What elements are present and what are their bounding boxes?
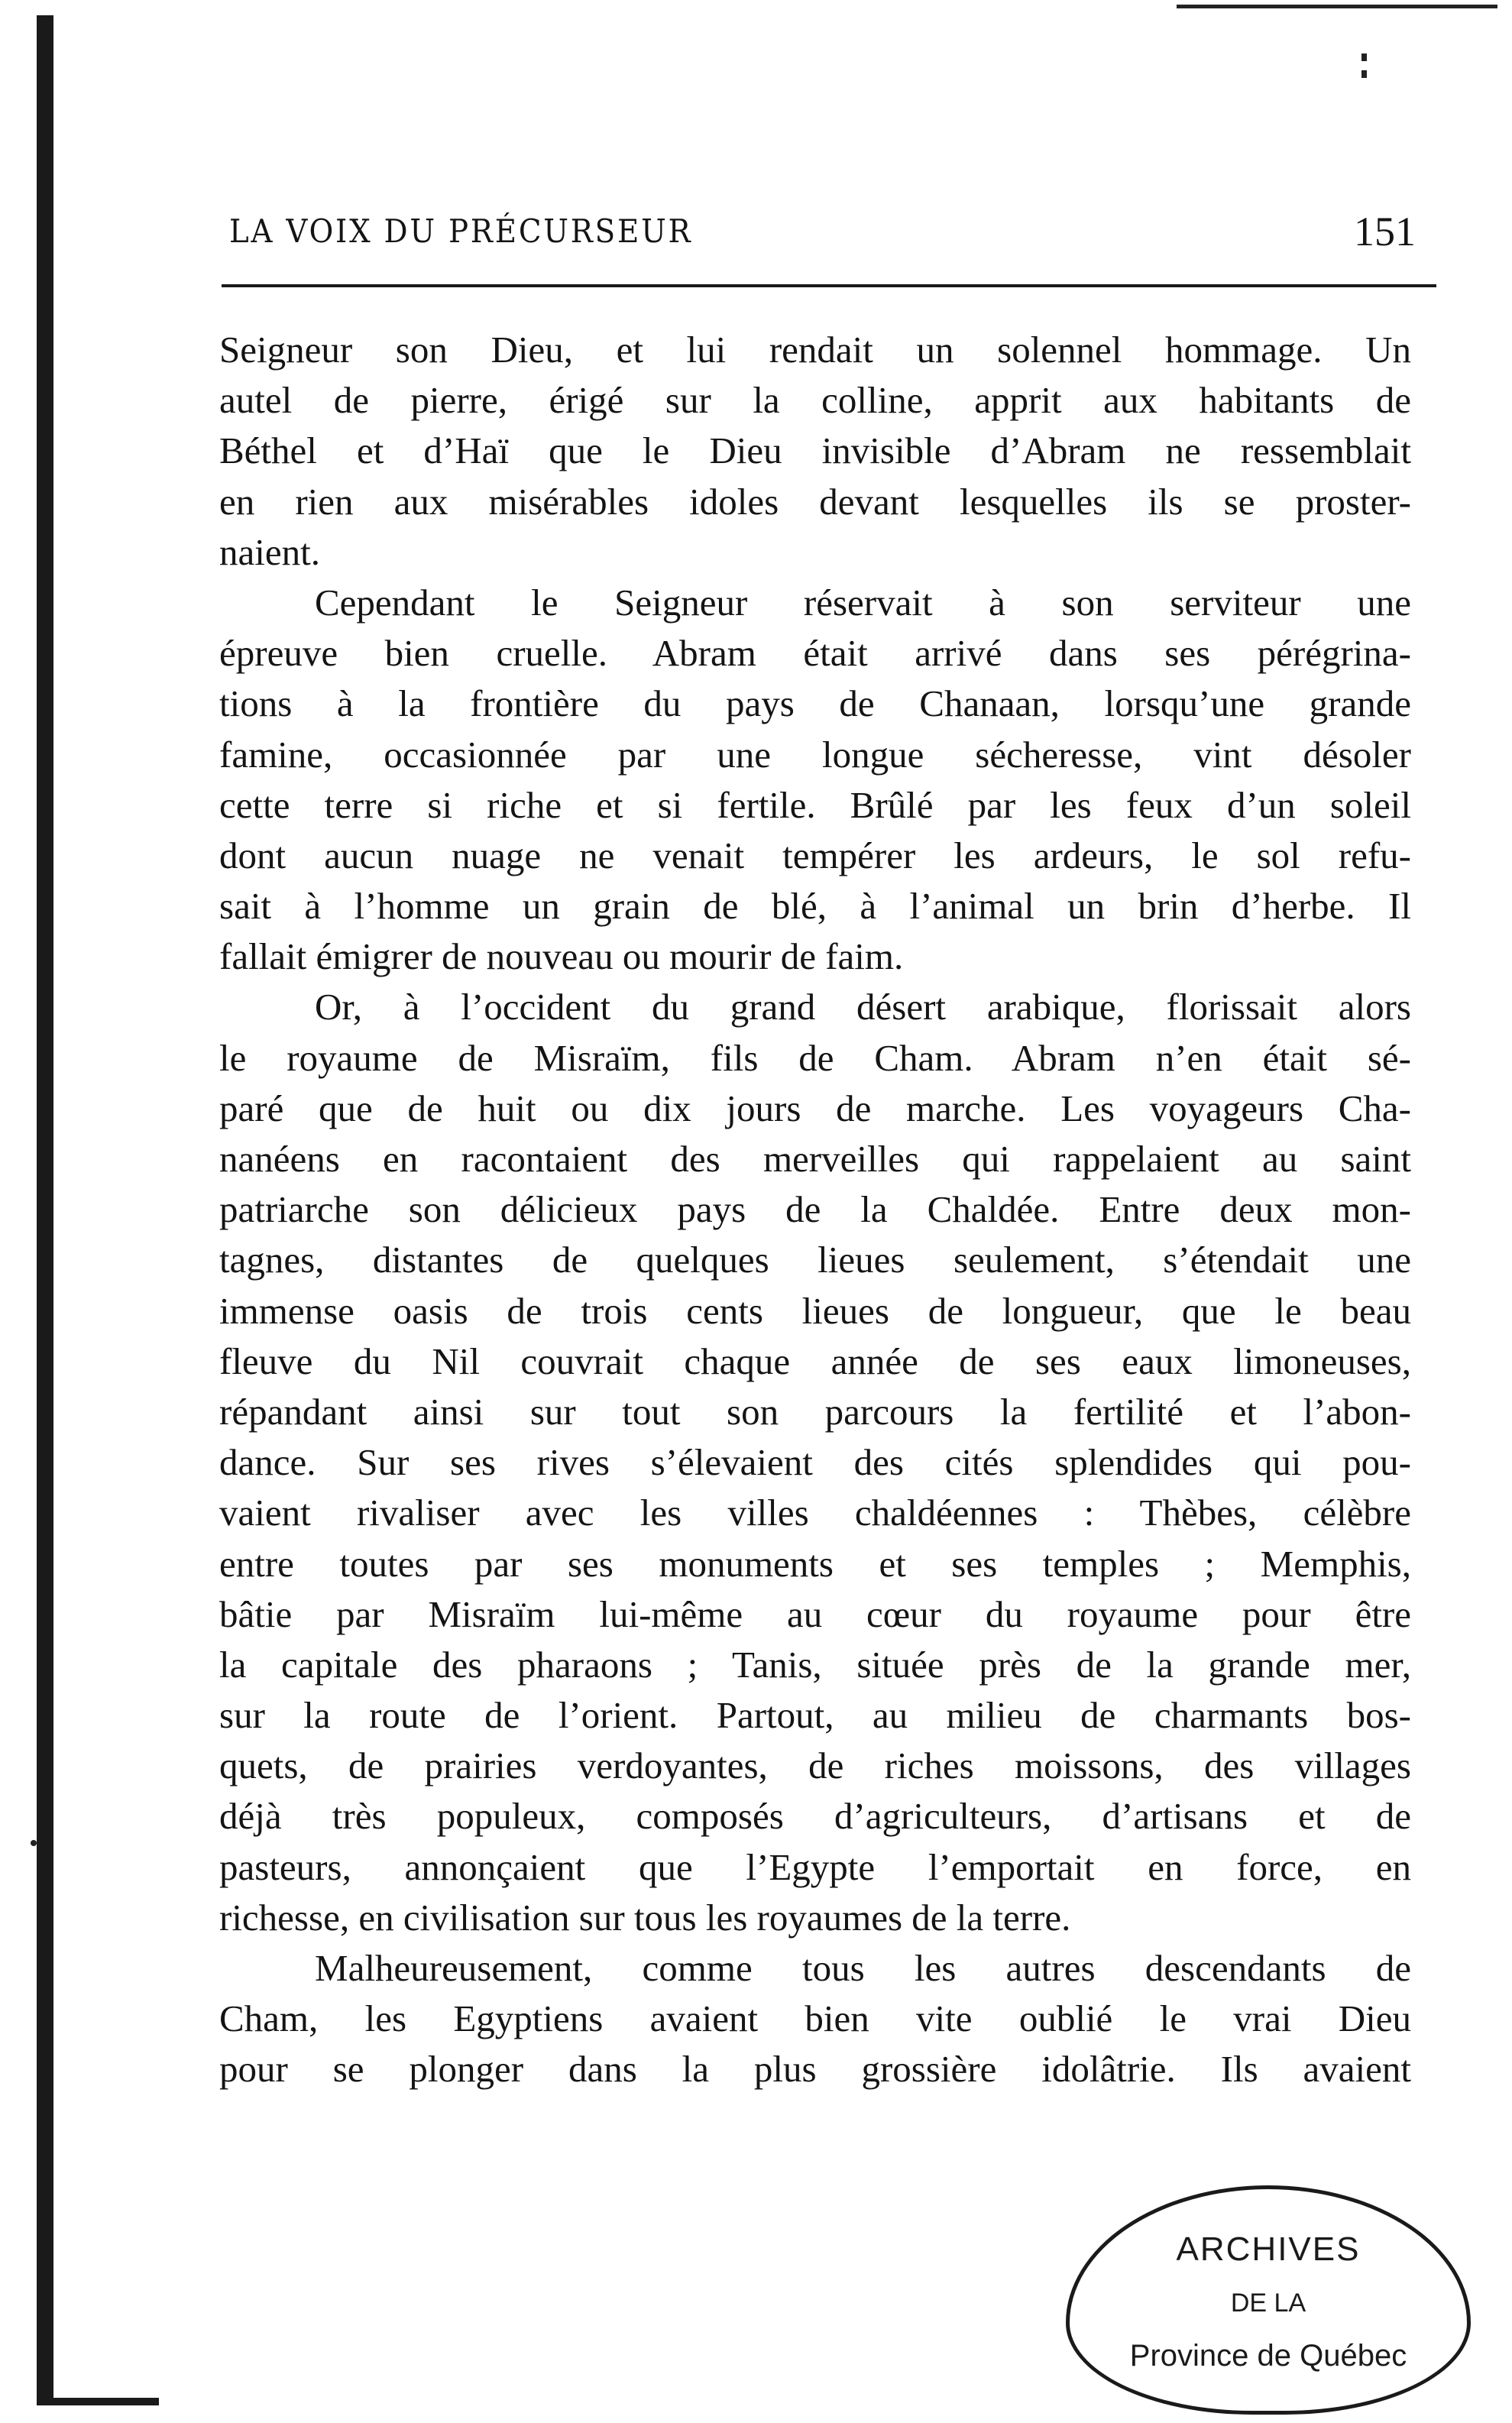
body-text — [219, 325, 1411, 2095]
text-line: patriarche son délicieux pays de la Chaldée. Entre deux mon- — [219, 1188, 1411, 1231]
text-line: quets, de prairies verdoyantes, de riches moissons, des villages — [219, 1744, 1411, 1787]
stamp-line-2: DE LA — [1230, 2289, 1306, 2318]
text-line: pour se plonger dans la plus grossière idolâtrie. Ils avaient — [219, 2048, 1411, 2091]
text-line: Or, à l’occident du grand désert arabique, florissait alors — [315, 986, 1411, 1028]
text-line: vaient rivaliser avec les villes chaldéennes : Thèbes, célèbre — [219, 1492, 1411, 1534]
page-number: 151 — [1354, 209, 1416, 254]
text-line: déjà très populeux, composés d’agriculteurs, d’artisans et de — [219, 1795, 1411, 1838]
scan-top-edge — [1177, 5, 1497, 8]
text-line: en rien aux misérables idoles devant lesquelles ils se proster- — [219, 480, 1411, 523]
text-line: bâtie par Misraïm lui-même au cœur du royaume pour être — [219, 1592, 1411, 1635]
header-rule — [222, 284, 1436, 287]
text-line: Seigneur son Dieu, et lui rendait un solennel hommage. Un — [219, 329, 1411, 371]
text-line: la capitale des pharaons ; Tanis, située près de la grande mer, — [219, 1643, 1411, 1686]
text-line: richesse, en civilisation sur tous les royaumes de la terre. — [219, 1896, 1071, 1939]
text-line: tions à la frontière du pays de Chanaan, lorsqu’une grande — [219, 682, 1411, 725]
text-line: tagnes, distantes de quelques lieues seulement, s’étendait une — [219, 1239, 1411, 1281]
text-line: sait à l’homme un grain de blé, à l’animal un brin d’herbe. Il — [219, 885, 1411, 928]
stamp-line-1: ARCHIVES — [1176, 2230, 1361, 2268]
text-line: naient. — [219, 530, 320, 573]
text-line: dance. Sur ses rives s’élevaient des cités splendides qui pou- — [219, 1441, 1411, 1484]
text-line: Cham, les Egyptiens avaient bien vite oublié le vrai Dieu — [219, 1997, 1411, 2040]
text-line: le royaume de Misraïm, fils de Cham. Abram n’en était sé- — [219, 1036, 1411, 1079]
text-line: fleuve du Nil couvrait chaque année de ses eaux limoneuses, — [219, 1339, 1411, 1382]
text-line: répandant ainsi sur tout son parcours la fertilité et l’abon- — [219, 1390, 1411, 1433]
text-line: entre toutes par ses monuments et ses temples ; Memphis, — [219, 1542, 1411, 1585]
text-line: Béthel et d’Haï que le Dieu invisible d’Abram ne ressemblait — [219, 429, 1411, 472]
text-line: autel de pierre, érigé sur la colline, apprit aux habitants de — [219, 379, 1411, 422]
scan-dot — [31, 1840, 37, 1846]
binding-edge-foot — [37, 2398, 159, 2405]
text-line: famine, occasionnée par une longue sécheresse, vint désoler — [219, 733, 1411, 776]
running-head: LA VOIX DU PRÉCURSEUR — [229, 212, 693, 250]
text-line: épreuve bien cruelle. Abram était arrivé dans ses pérégrina- — [219, 632, 1411, 675]
text-line: sur la route de l’orient. Partout, au milieu de charmants bos- — [219, 1694, 1411, 1737]
text-line: paré que de huit ou dix jours de marche. Les voyageurs Cha- — [219, 1087, 1411, 1129]
text-line: dont aucun nuage ne venait tempérer les ardeurs, le sol refu- — [219, 834, 1411, 876]
archive-stamp — [1066, 2185, 1471, 2415]
binding-edge — [37, 15, 53, 2399]
text-line: cette terre si riche et si fertile. Brûlé par les feux d’un soleil — [219, 783, 1411, 826]
stamp-line-3: Province de Québec — [1129, 2339, 1407, 2373]
text-line: pasteurs, annonçaient que l’Egypte l’emportait en force, en — [219, 1845, 1411, 1888]
text-line: nanéens en racontaient des merveilles qui rappelaient au saint — [219, 1138, 1411, 1180]
text-line: immense oasis de trois cents lieues de longueur, que le beau — [219, 1289, 1411, 1332]
scan-specks — [1361, 53, 1368, 84]
text-line: Cependant le Seigneur réservait à son serviteur une — [315, 581, 1411, 624]
text-line: fallait émigrer de nouveau ou mourir de faim. — [219, 935, 904, 978]
text-line: Malheureusement, comme tous les autres descendants de — [315, 1947, 1411, 1989]
